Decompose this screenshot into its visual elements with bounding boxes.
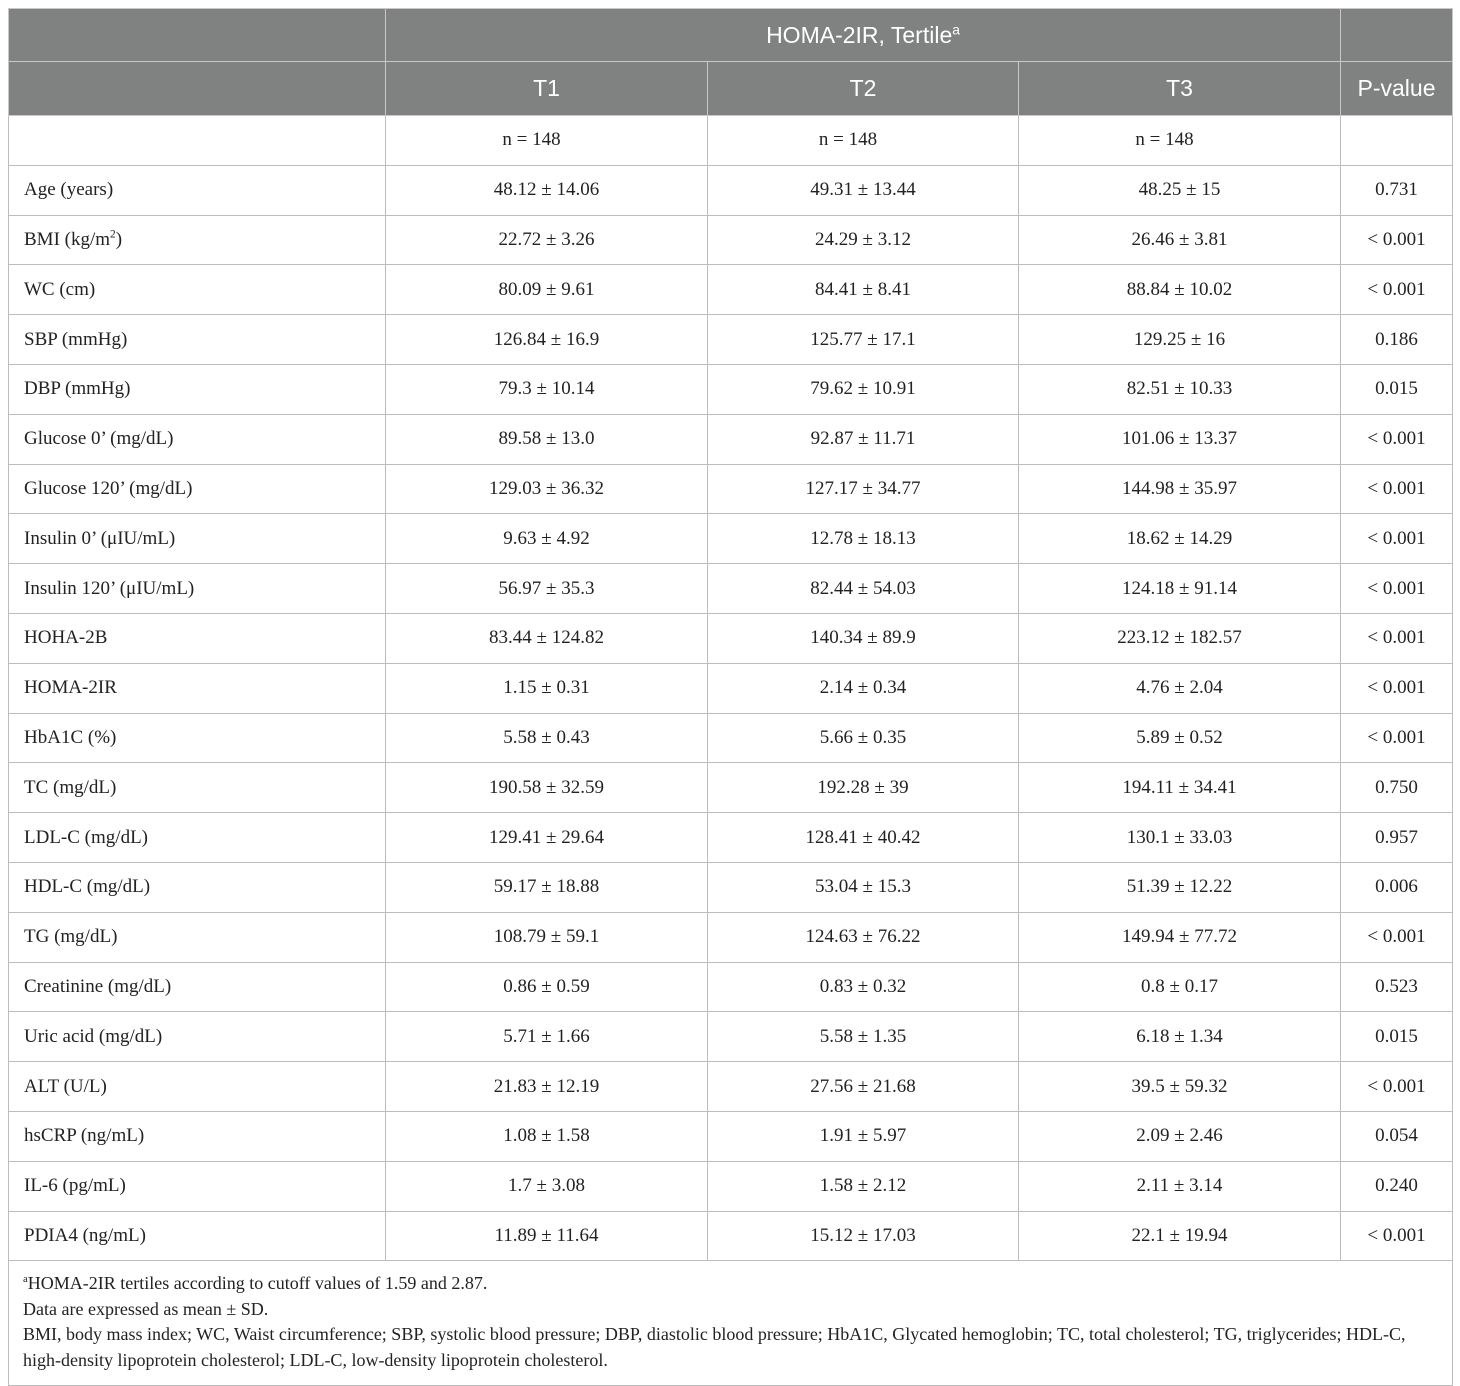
cell-t2: 79.62 ± 10.91 (708, 364, 1019, 414)
cell-t2: 27.56 ± 21.68 (708, 1062, 1019, 1112)
table-row (9, 862, 1453, 912)
cell-t1: 56.97 ± 35.3 (386, 564, 708, 614)
row-label (9, 265, 386, 315)
row-label-text: ALT (U/L) (24, 1075, 107, 1097)
cell-p-value: < 0.001 (1341, 514, 1453, 564)
row-label-tail: ) (115, 228, 123, 250)
row-label-text: TC (mg/dL) (24, 776, 117, 798)
table-row (9, 165, 1453, 215)
cell-t2: 82.44 ± 54.03 (708, 564, 1019, 614)
cell-t2: 2.14 ± 0.34 (708, 663, 1019, 713)
cell-t1: 89.58 ± 13.0 (386, 414, 708, 464)
row-label (9, 663, 386, 713)
results-table (8, 8, 1453, 1386)
row-label-text: HOHA-2B (24, 627, 108, 649)
cell-t3: 124.18 ± 91.14 (1019, 564, 1341, 614)
table-header (9, 9, 1453, 116)
footnote-row (9, 1261, 1453, 1386)
cell-t3: 4.76 ± 2.04 (1019, 663, 1341, 713)
table-row (9, 1161, 1453, 1211)
row-label (9, 763, 386, 813)
footnote-a-sup: a (23, 1273, 28, 1286)
row-label (9, 713, 386, 763)
table-row (9, 1211, 1453, 1261)
cell-t2: 12.78 ± 18.13 (708, 514, 1019, 564)
table-row (9, 1062, 1453, 1112)
cell-t3: 88.84 ± 10.02 (1019, 265, 1341, 315)
cell-t3: 2.09 ± 2.46 (1019, 1111, 1341, 1161)
table-row (9, 315, 1453, 365)
column-header-t3: T3 (1019, 62, 1341, 116)
header-title-text: HOMA-2IR, Tertile (766, 21, 953, 48)
row-label-text: Uric acid (mg/dL) (24, 1025, 163, 1047)
cell-t1: 1.15 ± 0.31 (386, 663, 708, 713)
table-row (9, 564, 1453, 614)
cell-p-value: < 0.001 (1341, 414, 1453, 464)
row-label-text: BMI (kg/m (24, 228, 111, 250)
cell-p-value: 0.750 (1341, 763, 1453, 813)
cell-t2: 24.29 ± 3.12 (708, 215, 1019, 265)
n-row (9, 116, 1453, 166)
table-row (9, 414, 1453, 464)
cell-t1: 48.12 ± 14.06 (386, 165, 708, 215)
column-header-t1: T1 (386, 62, 708, 116)
header-title-sup: a (952, 21, 960, 37)
cell-t1: 5.58 ± 0.43 (386, 713, 708, 763)
cell-t1: 108.79 ± 59.1 (386, 912, 708, 962)
row-label-text: Creatinine (mg/dL) (24, 975, 172, 997)
cell-t3: 82.51 ± 10.33 (1019, 364, 1341, 414)
footnote-data: Data are expressed as mean ± SD. (23, 1298, 269, 1319)
cell-t2: 84.41 ± 8.41 (708, 265, 1019, 315)
row-label-text: DBP (mmHg) (24, 378, 131, 400)
cell-t2: 15.12 ± 17.03 (708, 1211, 1019, 1261)
cell-p-value: < 0.001 (1341, 265, 1453, 315)
cell-p-value: 0.054 (1341, 1111, 1453, 1161)
cell-t3: 144.98 ± 35.97 (1019, 464, 1341, 514)
cell-t2: 140.34 ± 89.9 (708, 613, 1019, 663)
table-row (9, 464, 1453, 514)
cell-t1: 1.08 ± 1.58 (386, 1111, 708, 1161)
column-header-p-value: P-value (1341, 62, 1453, 116)
n-cell-p (1341, 116, 1453, 166)
cell-t1: 9.63 ± 4.92 (386, 514, 708, 564)
cell-t3: 5.89 ± 0.52 (1019, 713, 1341, 763)
cell-t1: 0.86 ± 0.59 (386, 962, 708, 1012)
cell-t3: 101.06 ± 13.37 (1019, 414, 1341, 464)
cell-p-value: 0.957 (1341, 813, 1453, 863)
cell-t2: 124.63 ± 76.22 (708, 912, 1019, 962)
row-label-text: SBP (mmHg) (24, 328, 128, 350)
row-label (9, 165, 386, 215)
footnote-a (23, 1271, 1437, 1297)
row-label-text: HbA1C (%) (24, 726, 117, 748)
cell-p-value: 0.523 (1341, 962, 1453, 1012)
cell-t1: 190.58 ± 32.59 (386, 763, 708, 813)
cell-p-value: 0.186 (1341, 315, 1453, 365)
row-label (9, 912, 386, 962)
cell-t1: 79.3 ± 10.14 (386, 364, 708, 414)
cell-t1: 22.72 ± 3.26 (386, 215, 708, 265)
cell-p-value: 0.006 (1341, 862, 1453, 912)
row-label-text: Insulin 0’ (μIU/mL) (24, 527, 176, 549)
cell-t1: 129.03 ± 36.32 (386, 464, 708, 514)
table-row (9, 713, 1453, 763)
cell-t3: 223.12 ± 182.57 (1019, 613, 1341, 663)
table-row (9, 813, 1453, 863)
cell-t2: 125.77 ± 17.1 (708, 315, 1019, 365)
table-row (9, 912, 1453, 962)
cell-t2: 92.87 ± 11.71 (708, 414, 1019, 464)
row-label-text: HDL-C (mg/dL) (24, 876, 151, 898)
cell-t3: 194.11 ± 34.41 (1019, 763, 1341, 813)
cell-t3: 26.46 ± 3.81 (1019, 215, 1341, 265)
cell-p-value: < 0.001 (1341, 663, 1453, 713)
cell-p-value: < 0.001 (1341, 1211, 1453, 1261)
row-label (9, 862, 386, 912)
table-container (8, 8, 1452, 1386)
cell-t1: 129.41 ± 29.64 (386, 813, 708, 863)
cell-t3: 130.1 ± 33.03 (1019, 813, 1341, 863)
row-label (9, 464, 386, 514)
row-label (9, 613, 386, 663)
cell-t2: 128.41 ± 40.42 (708, 813, 1019, 863)
row-label-text: WC (cm) (24, 278, 96, 300)
cell-t2: 127.17 ± 34.77 (708, 464, 1019, 514)
row-label (9, 1211, 386, 1261)
row-label (9, 315, 386, 365)
cell-t2: 5.58 ± 1.35 (708, 1012, 1019, 1062)
cell-p-value: < 0.001 (1341, 564, 1453, 614)
cell-p-value: < 0.001 (1341, 613, 1453, 663)
cell-t1: 83.44 ± 124.82 (386, 613, 708, 663)
header-group-title (386, 9, 1341, 62)
header-row-group (9, 9, 1453, 62)
table-row (9, 514, 1453, 564)
row-label-text: IL-6 (pg/mL) (24, 1175, 126, 1197)
cell-t2: 1.91 ± 5.97 (708, 1111, 1019, 1161)
row-label-text: Insulin 120’ (μIU/mL) (24, 577, 195, 599)
table-row (9, 962, 1453, 1012)
cell-t3: 22.1 ± 19.94 (1019, 1211, 1341, 1261)
n-cell-t2: n = 148 (708, 116, 1019, 166)
cell-t2: 0.83 ± 0.32 (708, 962, 1019, 1012)
row-label (9, 215, 386, 265)
n-row-label (9, 116, 386, 166)
cell-t2: 53.04 ± 15.3 (708, 862, 1019, 912)
cell-p-value: < 0.001 (1341, 464, 1453, 514)
row-label (9, 813, 386, 863)
row-label-text: PDIA4 (ng/mL) (24, 1224, 146, 1246)
row-label (9, 514, 386, 564)
row-label-sup: 2 (110, 228, 116, 241)
footnote-cell (9, 1261, 1453, 1386)
cell-t1: 11.89 ± 11.64 (386, 1211, 708, 1261)
cell-p-value: 0.731 (1341, 165, 1453, 215)
row-label-text: LDL-C (mg/dL) (24, 826, 149, 848)
row-label-text: Glucose 0’ (mg/dL) (24, 428, 174, 450)
footnote-abbreviations: BMI, body mass index; WC, Waist circumference; SBP, systolic blood pressure; DBP, diastolic blood pressure; HbA1C, Glycated hemoglobin; TC, total cholesterol; TG, triglycerides; HDL-C, high-density lipoprotein cholesterol; LDL-C, low-density lipoprotein cholesterol. (23, 1324, 1406, 1370)
cell-t1: 126.84 ± 16.9 (386, 315, 708, 365)
cell-t2: 1.58 ± 2.12 (708, 1161, 1019, 1211)
table-row (9, 763, 1453, 813)
row-label (9, 1111, 386, 1161)
cell-t3: 2.11 ± 3.14 (1019, 1161, 1341, 1211)
n-cell-t1: n = 148 (386, 116, 708, 166)
column-header-t2: T2 (708, 62, 1019, 116)
cell-t3: 0.8 ± 0.17 (1019, 962, 1341, 1012)
header-empty-cell (9, 9, 386, 62)
table-row (9, 364, 1453, 414)
cell-t1: 80.09 ± 9.61 (386, 265, 708, 315)
footnote-a-text: HOMA-2IR tertiles according to cutoff values of 1.59 and 2.87. (27, 1273, 488, 1294)
table-row (9, 1012, 1453, 1062)
cell-p-value: < 0.001 (1341, 912, 1453, 962)
row-label (9, 364, 386, 414)
cell-t3: 129.25 ± 16 (1019, 315, 1341, 365)
row-label-text: HOMA-2IR (24, 677, 117, 699)
cell-t2: 49.31 ± 13.44 (708, 165, 1019, 215)
row-label (9, 1062, 386, 1112)
cell-p-value: 0.015 (1341, 1012, 1453, 1062)
cell-t1: 1.7 ± 3.08 (386, 1161, 708, 1211)
row-label-text: TG (mg/dL) (24, 926, 118, 948)
n-cell-t3: n = 148 (1019, 116, 1341, 166)
table-body (9, 116, 1453, 1261)
row-label-text: Glucose 120’ (mg/dL) (24, 477, 193, 499)
header-label-cell (9, 62, 386, 116)
header-empty-cell-right (1341, 9, 1453, 62)
cell-t3: 149.94 ± 77.72 (1019, 912, 1341, 962)
row-label-text: Age (years) (24, 179, 114, 201)
cell-p-value: 0.240 (1341, 1161, 1453, 1211)
cell-t2: 5.66 ± 0.35 (708, 713, 1019, 763)
table-row (9, 663, 1453, 713)
table-row (9, 1111, 1453, 1161)
cell-t3: 39.5 ± 59.32 (1019, 1062, 1341, 1112)
cell-t3: 48.25 ± 15 (1019, 165, 1341, 215)
row-label (9, 1012, 386, 1062)
header-row-columns (9, 62, 1453, 116)
cell-t2: 192.28 ± 39 (708, 763, 1019, 813)
row-label (9, 414, 386, 464)
cell-t1: 21.83 ± 12.19 (386, 1062, 708, 1112)
cell-p-value: < 0.001 (1341, 215, 1453, 265)
table-row (9, 215, 1453, 265)
cell-t1: 59.17 ± 18.88 (386, 862, 708, 912)
cell-t3: 6.18 ± 1.34 (1019, 1012, 1341, 1062)
table-footnotes (9, 1261, 1453, 1386)
row-label (9, 962, 386, 1012)
row-label (9, 1161, 386, 1211)
cell-t3: 18.62 ± 14.29 (1019, 514, 1341, 564)
cell-t1: 5.71 ± 1.66 (386, 1012, 708, 1062)
cell-p-value: < 0.001 (1341, 1062, 1453, 1112)
row-label (9, 564, 386, 614)
table-row (9, 613, 1453, 663)
table-row (9, 265, 1453, 315)
cell-p-value: < 0.001 (1341, 713, 1453, 763)
cell-p-value: 0.015 (1341, 364, 1453, 414)
row-label-text: hsCRP (ng/mL) (24, 1125, 145, 1147)
cell-t3: 51.39 ± 12.22 (1019, 862, 1341, 912)
